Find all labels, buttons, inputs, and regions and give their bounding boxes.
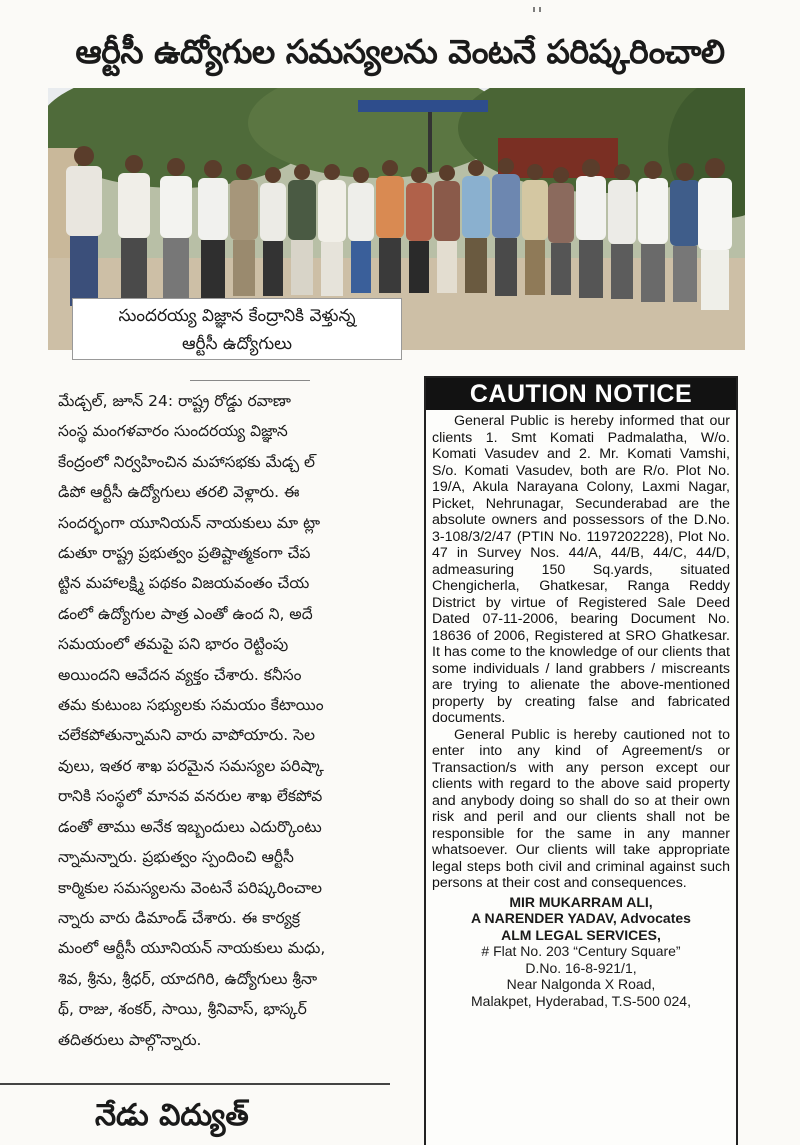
address-line-3: Near Nalgonda X Road, [506, 976, 656, 992]
page-edge-mark [520, 0, 560, 8]
article-line: ట్టిన మహాలక్ష్మి పథకం విజయవంతం చేయ [58, 574, 310, 593]
article-line: న్నారు వారు డిమాండ్ చేశారు. ఈ కార్యక్ర [58, 908, 300, 927]
article-line: థ్, రాజు, శంకర్, సాయి, శ్రీనివాస్, భాస్కర్ [58, 1000, 307, 1019]
article-body [58, 386, 410, 1055]
photo-caption-line-1: సుందరయ్య విజ్ఞాన కేంద్రానికి వెళ్తున్న [118, 306, 356, 326]
article-line: సంస్థ మంగళవారం సుందరయ్య విజ్ఞాన [58, 422, 288, 441]
caution-notice-paragraph-1: General Public is hereby informed that our clients 1. Smt Komati Padmalatha, W/o. Komati Vasudev and 2. Mr. Komati Vamshi, S/o. Komati Vasudev, both are R/o. Plot No. 19/A, Akula Narayana Colony, Laxmi Nagar, Picket, Nehrunagar, Secunderabad are the absolute owners and possessors of the D.No. 3-108/3/2/47 (PTIN No. 1197202228), Plot No. 47 in Survey Nos. 44/A, 44/B, 44/C, 44/D, admeasuring 150 Sq.yards, situated Chengicherla, Ghatkesar, Ranga Reddy District by virtue of Registered Sale Deed Dated 07-11-2006, bearing Document No. 18636 of 2006, Registered at SRO Ghatkesar. It has come to the knowledge of our clients that some individuals / land grabbers / miscreants are trying to alienate the above-mentioned property by creating false and fabricated documents. [432, 413, 730, 726]
caution-notice-signature [426, 894, 736, 1010]
article-line: సమయంలో తమపై పని భారం రెట్టింపు [58, 635, 289, 654]
article-line: డిపో ఆర్టీసీ ఉద్యోగులు తరలి వెళ్లారు. ఈ [58, 483, 300, 502]
caption-divider [190, 380, 310, 381]
article-headline: ఆర్టీసీ ఉద్యోగుల సమస్యలను వెంటనే పరిష్కరించాలి [75, 32, 725, 71]
article-line: డుతూ రాష్ట్ర ప్రభుత్వం ప్రతిష్టాత్మకంగా చేప [58, 544, 311, 563]
article-line: శివ, శ్రీను, శ్రీధర్, యాదగిరి, ఉద్యోగులు శ్రీనా [58, 969, 318, 988]
article-line: సందర్భంగా యూనియన్ నాయకులు మా ట్లా [58, 513, 321, 532]
section-divider [0, 1083, 390, 1085]
article-line: మంలో ఆర్టీసీ యూనియన్ నాయకులు మధు, [58, 939, 326, 958]
article-line: డంతో తాము అనేక ఇబ్బందులు ఎదుర్కొంటు [58, 817, 322, 836]
article-line: కార్మికుల సమస్యలను వెంటనే పరిష్కరించాల [58, 878, 322, 897]
article-line: మేడ్చల్, జూన్ 24: రాష్ట్ర రోడ్డు రవాణా [58, 392, 291, 410]
signatory-1: MIR MUKARRAM ALI, [509, 893, 653, 910]
article-line: చలేకపోతున్నామని వారు వాపోయారు. సెల [58, 726, 315, 745]
article-line: తమ కుటుంబ సభ్యులకు సమయం కేటాయిం [58, 696, 324, 715]
address-line-2: D.No. 16-8-921/1, [525, 959, 637, 976]
article-line: తదితరులు పాల్గొన్నారు. [58, 1030, 202, 1049]
photo-caption-line-2: ఆర్టీసీ ఉద్యోగులు [181, 334, 293, 354]
next-article-headline: నేడు విద్యుత్ [95, 1098, 249, 1133]
photo-caption [72, 298, 402, 360]
article-line: రానికి సంస్థలో మానవ వనరుల శాఖ లేకపోవ [58, 787, 323, 806]
caution-notice-box [424, 376, 738, 1145]
law-firm-name: ALM LEGAL SERVICES, [501, 926, 661, 943]
caution-notice-body [426, 410, 736, 892]
article-line: అయిందని ఆవేదన వ్యక్తం చేశారు. కనీసం [58, 665, 302, 684]
caution-notice-paragraph-2: General Public is hereby cautioned not to enter into any kind of Agreement/s or Transaction/s with any person except our clients with regard to the above said property and anybody doing so shall do so at their own risk and peril and our clients shall not be responsible for the same in any manner whatsoever. Our clients will take appropriate legal steps both civil and criminal against such persons at their cost and consequences. [432, 726, 730, 891]
article-line: వులు, ఇతర శాఖ పరమైన సమస్యల పరిష్కా [58, 756, 324, 775]
signatory-2: A NARENDER YADAV, Advocates [471, 910, 691, 926]
address-line-1: # Flat No. 203 “Century Square” [481, 943, 681, 959]
article-line: కేంద్రంలో నిర్వహించిన మహాసభకు మేడ్చ ల్ [58, 452, 316, 471]
article-line: డంలో ఉద్యోగుల పాత్ర ఎంతో ఉంద ని, అదే [58, 604, 313, 623]
article-line: న్నామన్నారు. ప్రభుత్వం స్పందించి ఆర్టీసీ [58, 848, 294, 867]
caution-notice-title: CAUTION NOTICE [426, 378, 736, 410]
address-line-4: Malakpet, Hyderabad, T.S-500 024, [471, 992, 691, 1009]
